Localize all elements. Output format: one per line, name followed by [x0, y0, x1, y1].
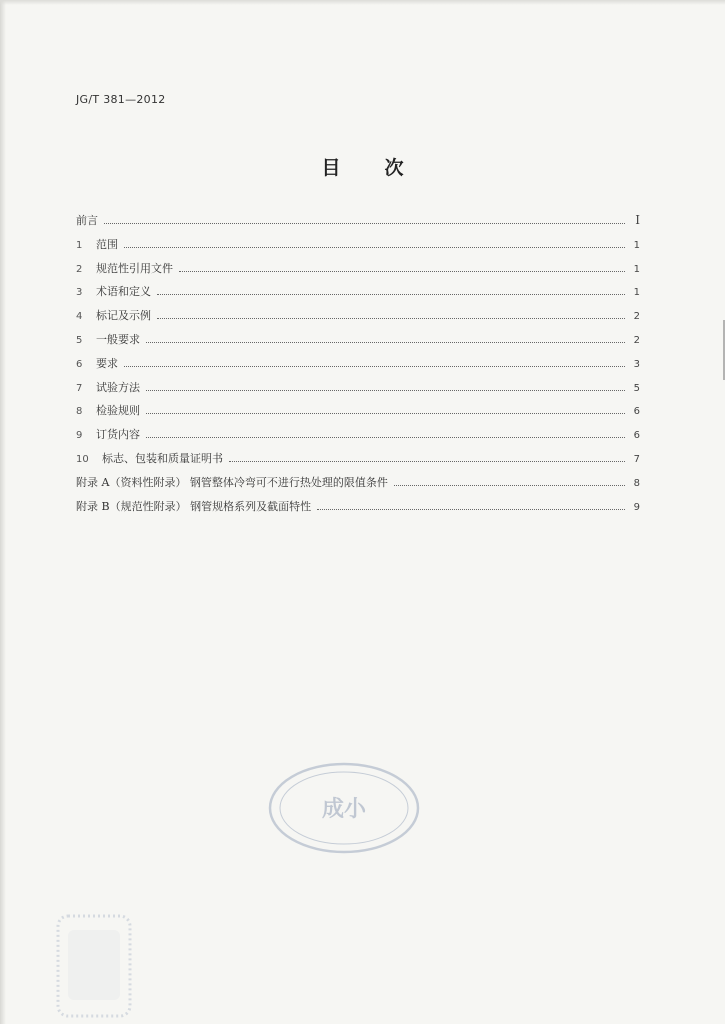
- toc-leader-dots: [317, 497, 625, 510]
- toc-leader-dots: [146, 425, 625, 438]
- toc-leader-dots: [104, 211, 625, 224]
- toc-entry-page: I: [635, 213, 640, 227]
- toc-entry-number: 2: [76, 263, 83, 275]
- toc-entry-number: 9: [76, 430, 83, 442]
- toc-leader-dots: [394, 473, 625, 486]
- toc-entry-label: 试验方法: [96, 380, 140, 394]
- toc-leader-dots: [179, 259, 625, 272]
- toc-entry-number: 1: [76, 239, 83, 251]
- toc-entry-number: 5: [76, 334, 83, 346]
- toc-entry-9[interactable]: [76, 425, 640, 449]
- toc-leader-dots: [124, 354, 625, 367]
- toc-entry-page: 2: [633, 334, 640, 346]
- toc-entry-number: 4: [76, 311, 83, 323]
- toc-entry-appendix-a[interactable]: [76, 473, 640, 497]
- toc-entry-2[interactable]: [76, 259, 640, 283]
- toc-entry-page: 1: [633, 263, 640, 275]
- toc-entry-label: 一般要求: [96, 332, 140, 346]
- toc-entry-label: 标志、包装和质量证明书: [102, 451, 223, 465]
- toc-entry-number: 7: [76, 382, 83, 394]
- toc-leader-dots: [146, 378, 625, 391]
- toc-entry-4[interactable]: [76, 306, 640, 330]
- toc-entry-6[interactable]: [76, 354, 640, 378]
- table-of-contents: [76, 211, 640, 520]
- toc-entry-foreword[interactable]: [76, 211, 640, 235]
- toc-entry-7[interactable]: [76, 378, 640, 402]
- toc-entry-number: 3: [76, 287, 83, 299]
- toc-leader-dots: [229, 449, 625, 462]
- toc-entry-10[interactable]: [76, 449, 640, 473]
- toc-entry-label: 检验规则: [96, 404, 140, 418]
- toc-entry-label: 规范性引用文件: [96, 261, 173, 275]
- toc-entry-number: 6: [76, 358, 83, 370]
- toc-entry-label: 范围: [96, 237, 118, 251]
- page-title: 目次: [321, 157, 448, 179]
- toc-entry-8[interactable]: [76, 401, 640, 425]
- toc-entry-page: 1: [633, 287, 640, 299]
- toc-entry-label: 订货内容: [96, 428, 140, 442]
- toc-entry-page: 3: [633, 358, 640, 370]
- toc-entry-page: 9: [633, 501, 640, 513]
- toc-entry-label: 附录 B（规范性附录） 钢管规格系列及截面特性: [76, 499, 312, 513]
- toc-entry-number: 10: [76, 453, 89, 465]
- toc-leader-dots: [157, 306, 625, 319]
- toc-entry-5[interactable]: [76, 330, 640, 354]
- toc-entry-label: 术语和定义: [96, 285, 151, 299]
- toc-entry-1[interactable]: [76, 235, 640, 259]
- page-edge-shadow-top: [0, 0, 725, 5]
- toc-leader-dots: [146, 401, 625, 414]
- toc-entry-appendix-b[interactable]: [76, 497, 640, 521]
- toc-entry-page: 5: [633, 382, 640, 394]
- toc-entry-label: 前言: [76, 214, 98, 227]
- toc-entry-page: 6: [633, 430, 640, 442]
- toc-leader-dots: [146, 330, 625, 343]
- toc-entry-number: 8: [76, 406, 83, 418]
- stamp-text: 成小: [321, 797, 367, 822]
- toc-entry-label: 标记及示例: [96, 309, 151, 323]
- toc-entry-page: 7: [633, 453, 640, 465]
- toc-entry-page: 1: [633, 239, 640, 251]
- library-stamp-icon: [266, 760, 422, 856]
- toc-entry-3[interactable]: [76, 282, 640, 306]
- toc-leader-dots: [124, 235, 625, 248]
- toc-entry-page: 2: [633, 311, 640, 323]
- document-code: JG/T 381—2012: [76, 93, 166, 106]
- toc-entry-page: 8: [633, 477, 640, 489]
- toc-leader-dots: [157, 282, 625, 295]
- toc-entry-label: 附录 A（资料性附录） 钢管整体冷弯可不进行热处理的限值条件: [76, 475, 388, 489]
- toc-entry-label: 要求: [96, 356, 118, 370]
- toc-entry-page: 6: [633, 406, 640, 418]
- scan-corner-smudge: [54, 910, 136, 1022]
